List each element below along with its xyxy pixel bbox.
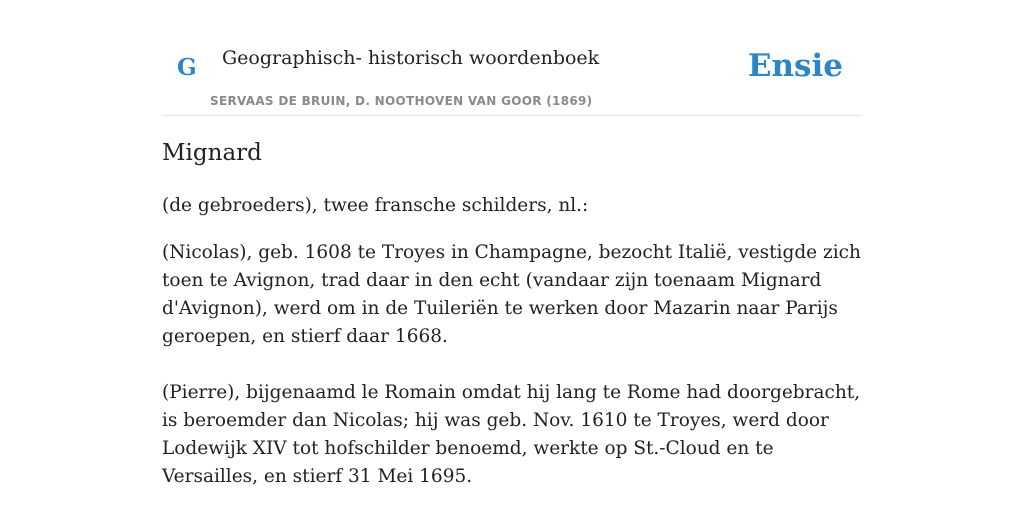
- entry-intro: (de gebroeders), twee fransche schilders, nl.:: [162, 195, 589, 216]
- book-author: SERVAAS DE BRUIN, D. NOOTHOVEN VAN GOOR (1869): [210, 94, 593, 108]
- entry-paragraph-pierre: (Pierre), bijgenaamd le Romain omdat hij lang te Rome had doorgebracht, is beroemder dan Nicolas; hij was geb. Nov. 1610 te Troyes, werd door Lodewijk XIV tot hofschilder benoemd, werkte op St.-Cloud en te Versailles, en stierf 31 Mei 1695.: [162, 382, 861, 487]
- letter-badge[interactable]: G: [177, 54, 197, 81]
- page-container: [162, 0, 862, 487]
- ensie-logo[interactable]: Ensie: [747, 48, 843, 84]
- entry-title: Mignard: [162, 140, 262, 166]
- entry-body: [162, 192, 862, 491]
- book-header: [162, 0, 862, 116]
- book-title[interactable]: Geographisch- historisch woordenboek: [222, 47, 600, 69]
- entry-paragraph-nicolas: (Nicolas), geb. 1608 te Troyes in Champagne, bezocht Italië, vestigde zich toen te Avignon, trad daar in den echt (vandaar zijn toenaam Mignard d'Avignon), werd om in de Tuileriën te werken door Mazarin naar Parijs geroepen, en stierf daar 1668.: [162, 242, 861, 347]
